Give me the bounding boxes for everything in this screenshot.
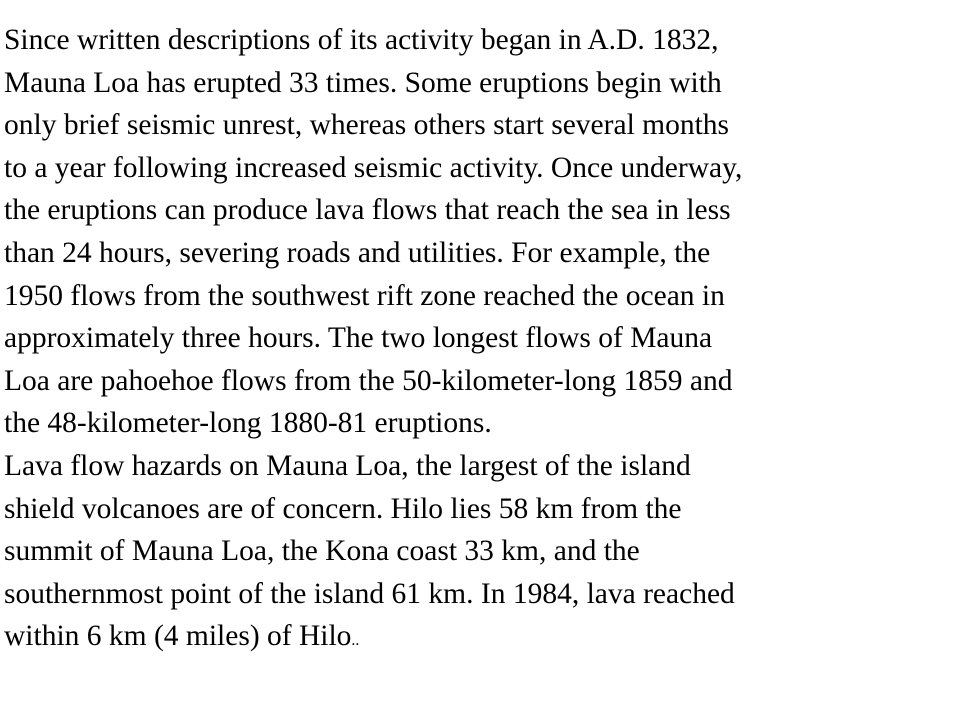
text-line: 1950 flows from the southwest rift zone reached the ocean in [4, 279, 725, 312]
text-line-last [4, 615, 960, 658]
text-line: summit of Mauna Loa, the Kona coast 33 km, and the [4, 535, 640, 568]
paragraph-lava-flow-hazards [4, 445, 960, 658]
text-line: Loa are pahoehoe flows from the 50-kilometer-long 1859 and [4, 364, 733, 397]
text-line-last-main: within 6 km (4 miles) of Hilo [4, 620, 352, 653]
trailing-dots: .. [351, 632, 360, 650]
text-line: than 24 hours, severing roads and utilities. For example, the [4, 236, 711, 269]
text-line: Mauna Loa has erupted 33 times. Some eruptions begin with [4, 66, 722, 99]
text-line: only brief seismic unrest, whereas others start several months [4, 109, 730, 142]
text-line: southernmost point of the island 61 km. In 1984, lava reached [4, 577, 735, 610]
text-line: shield volcanoes are of concern. Hilo lies 58 km from the [4, 492, 682, 525]
document-text [4, 19, 960, 658]
text-line: Lava flow hazards on Mauna Loa, the largest of the island [4, 449, 691, 482]
text-line: the eruptions can produce lava flows that reach the sea in less [4, 194, 731, 227]
text-line: approximately three hours. The two longest flows of Mauna [4, 322, 713, 355]
text-line: the 48-kilometer-long 1880-81 eruptions. [4, 407, 492, 440]
paragraph-mauna-loa-eruptions [4, 19, 960, 445]
text-line: to a year following increased seismic activity. Once underway, [4, 151, 743, 184]
text-line: Since written descriptions of its activity began in A.D. 1832, [4, 24, 719, 56]
